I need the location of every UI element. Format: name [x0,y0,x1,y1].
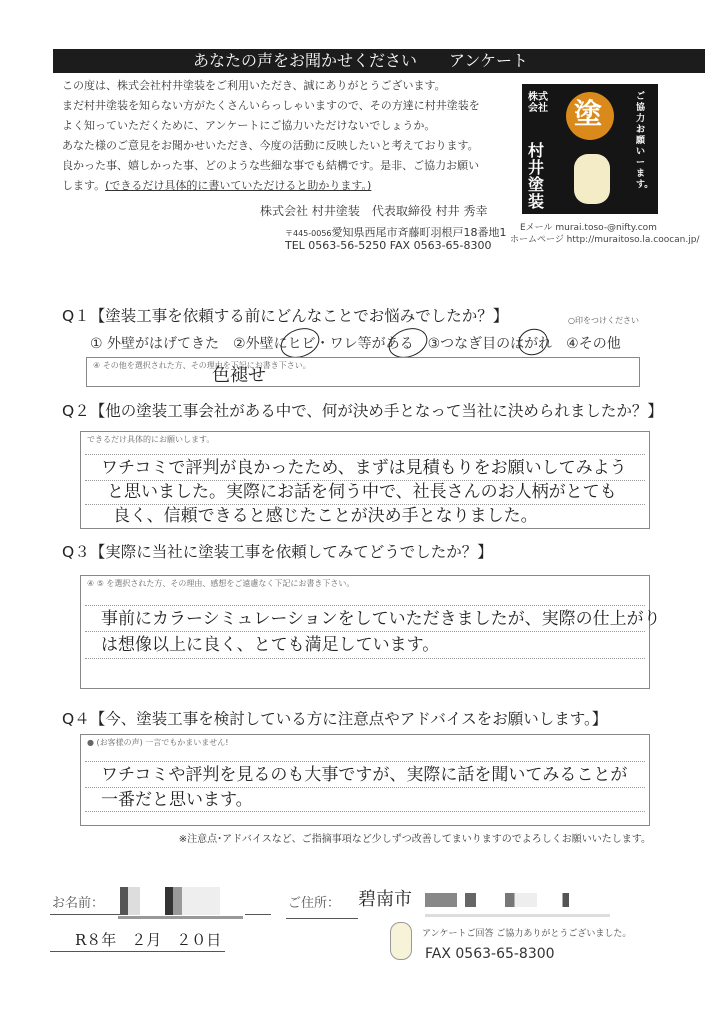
intro-line: あなた様のご意見をお聞かせいただき、今度の活動に反映したいと考えております。 [62,139,479,152]
q1-option-2[interactable]: ②外壁にヒビ・ワレ等がある [233,336,414,352]
q3-answer-box[interactable] [80,575,661,689]
q3-answer-line: 事前にカラーシミュレーションをしていただきましたが、実際の仕上がり [101,609,661,629]
thanks-text: アンケートご回答 ご協力ありがとうございました。 [422,929,632,939]
q1-option-4[interactable]: ④その他 [566,336,621,352]
q4-box-hint: ● (お客様の声) 一言でもかまいません! [87,738,229,747]
q3-box-hint: ④ ⑤ を選択された方、その理由、感想をご遠慮なく下記にお書き下さい。 [87,579,355,588]
address-label: ご住所： [288,896,341,911]
intro-underlined: (できるだけ具体的に書いていただけると助かります。) [105,179,372,192]
q4-answer-line: 一番だと思います。 [101,790,253,810]
q4-note: ※注意点･アドバイスなど、ご指摘事項など少しずつ改善してまいりますのでよろしくお願いいたします。 [178,834,651,845]
homepage: ホームページ http://muraitoso.la.coocan.jp/ [510,235,700,245]
q1-option-3[interactable]: ③つなぎ目のはがれ [427,336,553,352]
postal-code: 〒445-0056 [285,229,332,238]
intro-line: 良かった事、嬉しかった事、どのような些細な事でも結構です。是非、ご協力お願い [62,159,480,172]
tel-fax: TEL 0563-56-5250 FAX 0563-65-8300 [285,239,492,252]
logo-name: 村井塗装 [528,141,545,211]
q1-answer-box[interactable] [86,357,640,387]
q1-option-1[interactable]: ① 外壁がはげてきた [90,336,220,352]
q2-title: Q２【他の塗装工事会社がある中で、何が決め手となって当社に決められましたか？】 [62,402,663,420]
logo-char: 塗 [574,97,603,130]
q2-answer-box[interactable] [80,431,650,529]
q1-mark-hint: ○印をつけください [568,316,639,325]
date: R８年 ２月 ２０日 [75,931,222,949]
mascot-icon [574,154,610,204]
logo-company: 株式会社 [528,92,548,114]
q3-title: Q３【実際に当社に塗装工事を依頼してみてどうでしたか？】 [62,543,493,561]
q2-box-hint: できるだけ具体的にお願いします。 [87,435,215,444]
email: Eメール murai.toso-@nifty.com [520,223,657,233]
name-redacted[interactable] [120,887,220,915]
company-logo [522,84,658,214]
intro-line: まだ村井塗装を知らない方がたくさんいらっしゃいますので、その方達に村井塗装を [62,99,480,112]
name-label: お名前： [52,896,105,911]
q1-answer: 色褪せ [212,365,266,386]
q4-title: Q４【今、塗装工事を検討している方に注意点やアドバイスをお願いします。】 [62,710,608,728]
signature: 株式会社 村井塗装 代表取締役 村井 秀幸 [260,204,488,218]
intro-text [62,76,480,196]
q2-answer-line: ワチコミで評判が良かったため、まずは見積もりをお願いしてみよう [101,458,627,478]
intro-line: この度は、株式会社村井塗装をご利用いただき、誠にありがとうございます。 [62,79,446,92]
q4-answer-line: ワチコミや評判を見るのも大事ですが、実際に話を聞いてみることが [101,765,628,785]
company-address [285,227,507,252]
address-value: 碧南市 [358,889,412,910]
address: 愛知県西尾市斉藤町羽根戸18番地1 [331,226,507,239]
q1-title: Q１【塗装工事を依頼する前にどんなことでお悩みでしたか？】 [62,307,509,325]
q2-answer-line: 良く、信頼できると感じたことが決め手となりました。 [113,506,538,526]
footer-fax: FAX 0563-65-8300 [425,946,555,962]
q1-box-hint: ④ その他を選択された方、その理由を下記にお書き下さい。 [93,361,311,370]
mascot-icon [390,922,412,960]
logo-tagline: ご協力お願いーます。 [636,92,654,190]
intro-line: します。 [62,179,106,192]
circle-mark [514,325,551,360]
q2-answer-line: と思いました。実際にお話を伺う中で、社長さんのお人柄がとても [107,482,617,502]
contact-info [510,222,699,246]
q3-answer-line: は想像以上に良く、とても満足しています。 [101,635,440,655]
intro-line: よく知っていただくために、アンケートにご協力いただけないでしょうか。 [62,119,436,132]
address-redacted[interactable] [425,893,585,907]
q4-answer-box[interactable] [80,734,650,826]
header-title: あなたの声をお聞かせください アンケート [53,49,705,73]
